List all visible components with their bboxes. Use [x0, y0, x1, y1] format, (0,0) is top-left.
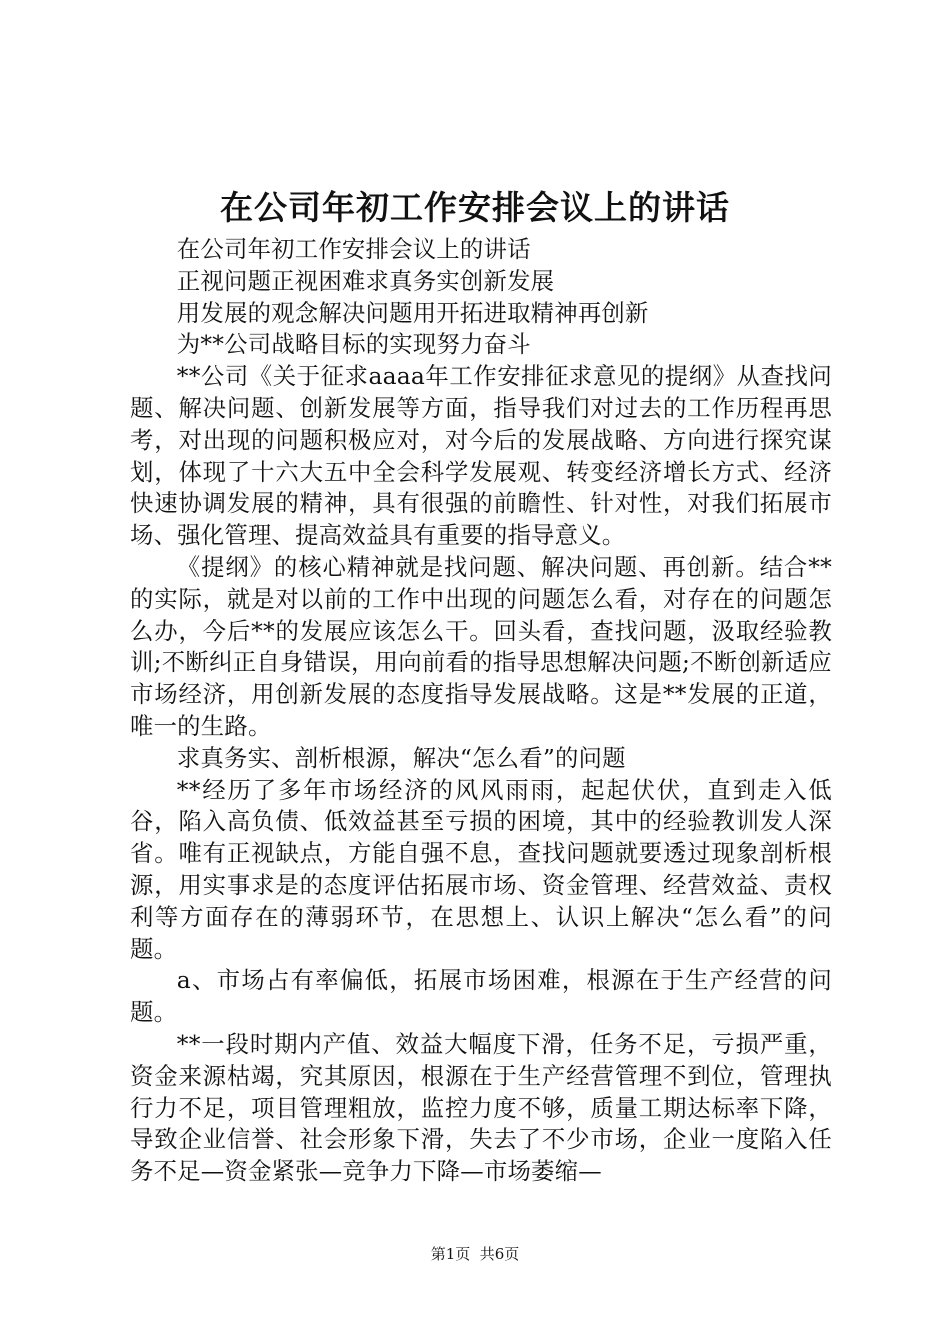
body-paragraph: **经历了多年市场经济的风风雨雨，起起伏伏，直到走入低谷，陷入高负债、低效益甚至亏损的困境，其中的经验教训发人深省。唯有正视缺点，方能自强不息，查找问题就要透过现象剖析根源，用实事求是的态度评估拓展市场、资金管理、经营效益、责权利等方面存在的薄弱环节，在思想上、认识上解决“怎么看”的问题。: [130, 775, 832, 963]
body-paragraph: **一段时期内产值、效益大幅度下滑，任务不足，亏损严重，资金来源枯竭，究其原因，根源在于生产经营管理不到位，管理执行力不足，项目管理粗放，监控力度不够，质量工期达标率下降，导致企业信誉、社会形象下滑，失去了不少市场，企业一度陷入任务不足—资金紧张—竞争力下降—市场萎缩—: [130, 1029, 832, 1186]
body-paragraph: 在公司年初工作安排会议上的讲话: [176, 235, 531, 263]
body-paragraph: 用发展的观念解决问题用开拓进取精神再创新: [176, 298, 649, 327]
document-body: [130, 234, 832, 1188]
page-footer: [0, 1243, 950, 1265]
body-paragraph: 正视问题正视困难求真务实创新发展: [176, 266, 555, 295]
section-heading: 求真务实、剖析根源，解决“怎么看”的问题: [176, 743, 626, 772]
body-paragraph: 为**公司战略目标的实现努力奋斗: [176, 330, 531, 359]
page-number: 第1页 共6页: [430, 1245, 520, 1263]
body-paragraph: **公司《关于征求aaaa年工作安排征求意见的提纲》从查找问题、解决问题、创新发展等方面，指导我们对过去的工作历程再思考，对出现的问题积极应对，对今后的发展战略、方向进行探究谋划，体现了十六大五中全会科学发展观、转变经济增长方式、经济快速协调发展的精神，具有很强的前瞻性、针对性，对我们拓展市场、强化管理、提高效益具有重要的指导意义。: [130, 362, 832, 550]
body-paragraph: 《提纲》的核心精神就是找问题、解决问题、再创新。结合**的实际，就是对以前的工作中出现的问题怎么看，对存在的问题怎么办，今后**的发展应该怎么干。回头看，查找问题，汲取经验教训;不断纠正自身错误，用向前看的指导思想解决问题;不断创新适应市场经济，用创新发展的态度指导发展战略。这是**发展的正道，唯一的生路。: [130, 552, 832, 740]
list-item: a、市场占有率偏低，拓展市场困难，根源在于生产经营的问题。: [130, 966, 832, 1027]
document-title: 在公司年初工作安排会议上的讲话: [220, 188, 730, 227]
